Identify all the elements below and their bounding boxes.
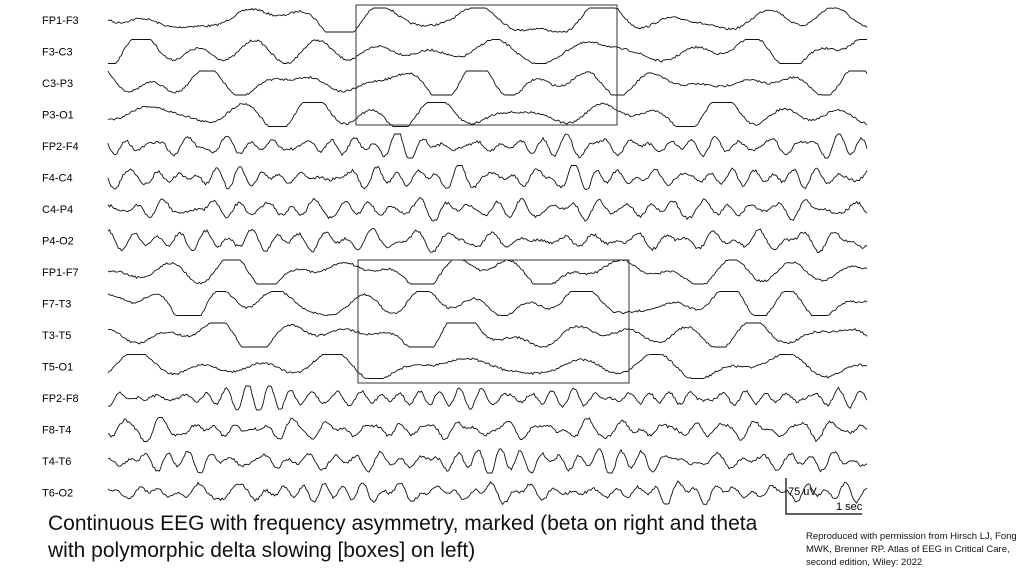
eeg-trace <box>108 134 867 158</box>
channel-label: C3-P3 <box>42 78 74 90</box>
channel-label: F4-C4 <box>42 172 73 185</box>
scale-amplitude-label: 75 uV <box>788 486 817 498</box>
channel-label: T5-O1 <box>42 361 74 374</box>
eeg-trace <box>108 355 867 379</box>
channel-label: P3-O1 <box>42 109 74 122</box>
channel-label: FP2-F8 <box>42 393 79 405</box>
channel-label: F7-T3 <box>42 298 72 311</box>
channel-label: P4-O2 <box>42 235 74 248</box>
eeg-trace <box>108 229 867 253</box>
highlight-box-lower <box>358 260 629 383</box>
channel-label: FP2-F4 <box>42 141 79 153</box>
eeg-trace <box>108 103 867 127</box>
eeg-trace <box>108 418 867 442</box>
channel-label: F8-T4 <box>42 424 72 437</box>
channel-label: F3-C3 <box>42 46 73 59</box>
eeg-trace <box>108 71 867 95</box>
channel-label: C4-P4 <box>42 204 74 216</box>
eeg-trace <box>108 166 867 190</box>
eeg-trace <box>108 40 867 64</box>
eeg-trace <box>108 449 867 473</box>
eeg-trace <box>108 260 867 284</box>
channel-label: FP1-F3 <box>42 15 79 27</box>
eeg-trace <box>108 323 867 347</box>
scale-bar <box>786 478 863 514</box>
channel-labels <box>42 15 79 500</box>
eeg-trace <box>108 198 867 222</box>
eeg-traces <box>108 8 867 504</box>
channel-label: T3-T5 <box>42 330 72 342</box>
channel-label: FP1-F7 <box>42 267 79 279</box>
scale-time-label: 1 sec <box>836 501 863 513</box>
eeg-trace <box>108 8 867 32</box>
eeg-trace <box>108 292 867 316</box>
channel-label: T4-T6 <box>42 456 72 468</box>
figure-credit: Reproduced with permission from Hirsch LJ, Fong MWK, Brenner RP. Atlas of EEG in Critical Care, second edition, Wiley: 2022 <box>806 531 1017 568</box>
eeg-trace <box>108 481 867 504</box>
channel-label: T6-O2 <box>42 487 74 500</box>
figure-caption: Continuous EEG with frequency asymmetry, marked (beta on right and theta with polymorphic delta slowing [boxes] on left) <box>48 512 758 562</box>
eeg-trace <box>108 386 867 410</box>
